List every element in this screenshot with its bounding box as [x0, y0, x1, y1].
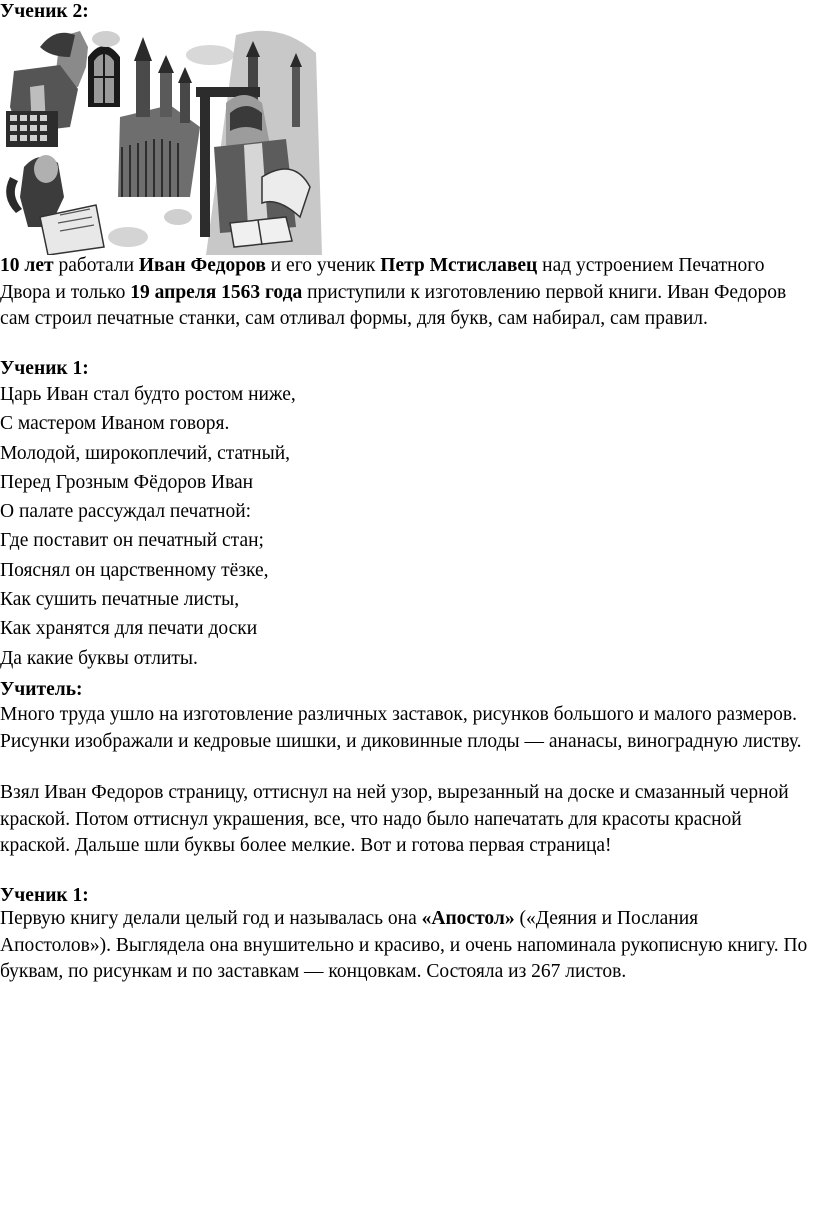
- text-span: приступили к изготовлению первой книги. Иван Федоров сам строил печатные станки, сам отливал формы, для букв, сам набирал, сам правил.: [0, 281, 787, 329]
- bold-ivan-fedorov: Иван Федоров: [138, 255, 266, 276]
- text-span: работали: [53, 255, 139, 276]
- verse-line: Перед Грозным Фёдоров Иван: [0, 471, 254, 493]
- paragraph-first-page: Взял Иван Федоров страницу, оттиснул на ней узор, вырезанный на доске и смазанный черной краской. Потом оттиснул украшения, все, что надо было напечатать для красоты красной краской. Дальше шли буквы более мелкие. Вот и готова первая страница!: [0, 782, 789, 856]
- bold-apostol: «Апостол»: [421, 908, 515, 929]
- verse-line: Пояснял он царственному тёзке,: [0, 559, 269, 581]
- speaker-student-1-second: Ученик 1:: [0, 885, 89, 906]
- text-span: над устроением Печатного Двора и только: [0, 255, 765, 303]
- bold-date: 19 апреля 1563 года: [130, 281, 303, 303]
- verse-line: Молодой, широкоплечий, статный,: [0, 442, 291, 464]
- verse-line: Царь Иван стал будто ростом ниже,: [0, 384, 296, 405]
- paragraph-pechatny-dvor: [0, 253, 812, 333]
- bold-ten-years: 10 лет: [0, 255, 54, 276]
- verse-line: Как сушить печатные листы,: [0, 589, 240, 611]
- text-span: («Деяния и Послания Апостолов»). Выглядела она внушительно и красиво, и очень напоминала рукописную книгу. По буквам, по рисункам и по заставкам — концовкам. Состояла из 267 листов.: [0, 908, 808, 982]
- verse-line: Где поставит он печатный стан;: [0, 530, 264, 552]
- speaker-student-1: Ученик 1:: [0, 358, 89, 379]
- paragraph-ornaments: Много труда ушло на изготовление различных заставок, рисунков большого и малого размеров. Рисунки изображали и кедровые шишки, и диковинные плоды — ананасы, виноградную листву.: [0, 704, 802, 752]
- printing-press-engraving-icon: [0, 27, 326, 255]
- verse-line: Как хранятся для печати доски: [0, 618, 258, 640]
- verse-line: О палате рассуждал печатной:: [0, 501, 252, 523]
- verse-line: Да какие буквы отлиты.: [0, 647, 198, 669]
- verse-line: С мастером Иваном говоря.: [0, 413, 230, 435]
- bold-petr-mstislavets: Петр Мстиславец: [380, 255, 538, 276]
- paragraph-apostol: [0, 906, 812, 986]
- poem: [0, 380, 296, 673]
- text-span: и его ученик: [265, 255, 381, 276]
- text-span: Первую книгу делали целый год и называлась она: [0, 908, 422, 929]
- speaker-student-2: Ученик 2:: [0, 1, 89, 22]
- speaker-teacher: Учитель:: [0, 679, 83, 700]
